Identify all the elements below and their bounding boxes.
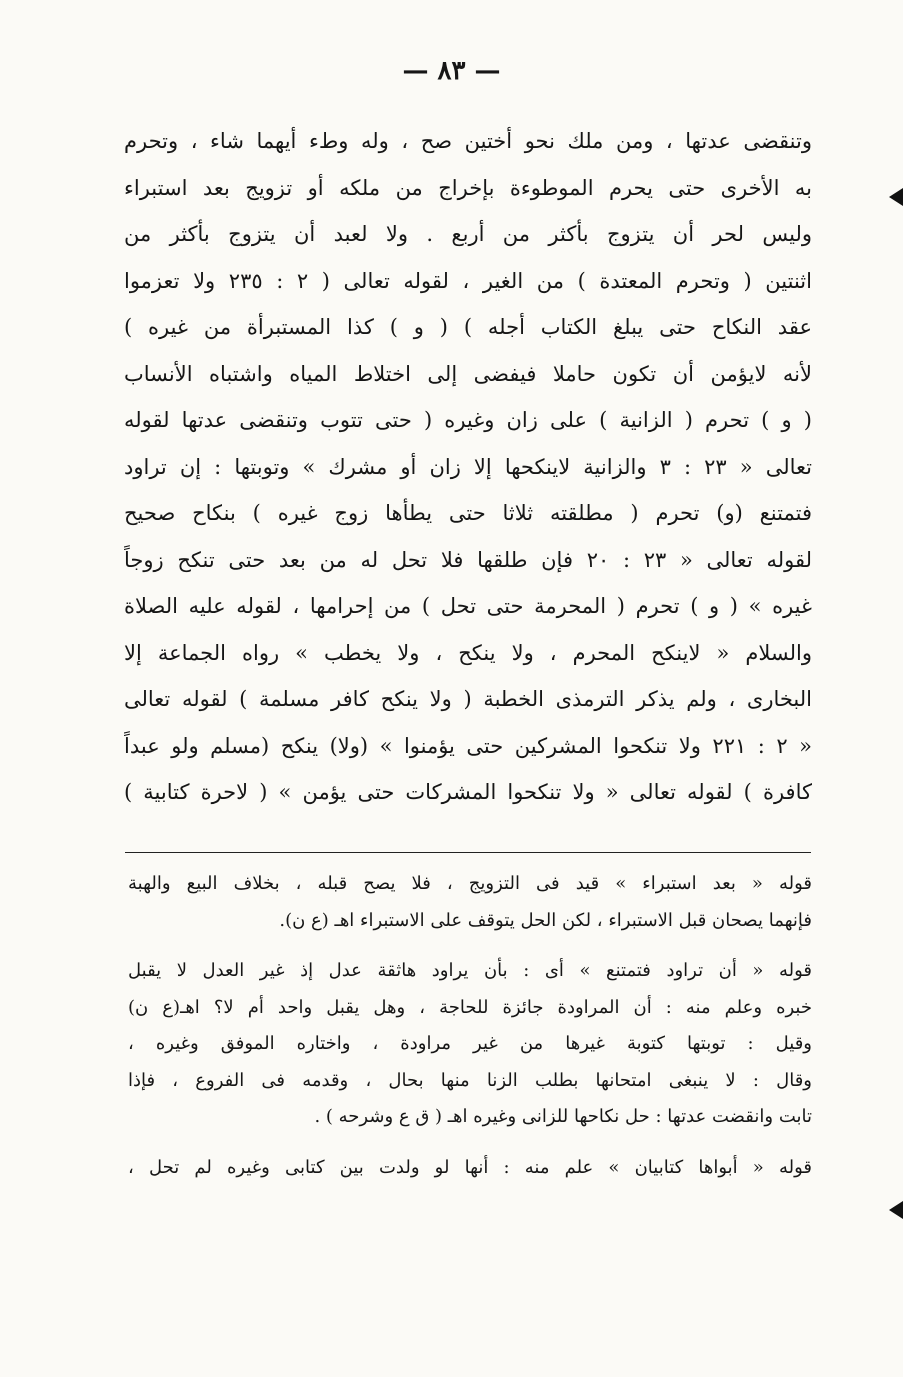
main-text-line: به الأخرى حتى يحرم الموطوءة بإخراج من ملكه أو تزويج بعد استبراء	[124, 175, 812, 200]
main-text-line: لقوله تعالى « ٢٣ : ٢٠ فإن طلقها فلا تحل له من بعد حتى تنكح زوجاً	[124, 547, 812, 572]
footnote-line: قوله « أبواها كتابيان » علم منه : أنها لو ولدت بين كتابى وغيره لم تحل ،	[128, 1156, 812, 1178]
footnote-line: فإنهما يصحان قبل الاستبراء ، لكن الحل يتوقف على الاستبراء اهـ (ع ن).	[279, 909, 812, 931]
footnote	[128, 953, 812, 1136]
main-text-line: كافرة ) لقوله تعالى « ولا تنكحوا المشركات حتى يؤمن » ( لاحرة كتابية )	[124, 780, 812, 804]
main-text-line: وتنقضى عدتها ، ومن ملك نحو أختين صح ، وله وطء أيهما شاء ، وتحرم	[124, 129, 812, 153]
footnotes	[128, 866, 812, 1200]
footnote-line: خبره وعلم منه : أن المراودة جائزة للحاجة ، وهل يقبل واحد أم لا؟ اهـ(ع ن)	[128, 996, 812, 1018]
main-text-line: فتمتنع (و) تحرم ( مطلقته ثلاثا حتى يطأها زوج غيره ) بنكاح صحيح	[124, 501, 812, 525]
footnote-line: تابت وانقضت عدتها : حل نكاحها للزانى وغيره اهـ ( ق ع وشرحه ) .	[314, 1106, 812, 1127]
footnote-line: قوله « أن تراود فتمتنع » أى : بأن يراود هاثقة عدل إذ غير العدل لا يقبل	[128, 960, 812, 981]
footnote-divider	[125, 852, 811, 853]
main-text-line: وليس لحر أن يتزوج بأكثر من أربع . ولا لعبد أن يتزوج بأكثر من	[124, 222, 812, 246]
footnote	[128, 1150, 812, 1187]
main-text-line: عقد النكاح حتى يبلغ الكتاب أجله ) ( و ) كذا المستبرأة من غيره )	[124, 315, 812, 339]
footnote	[128, 866, 812, 939]
main-text-line: اثنتين ( وتحرم المعتدة ) من الغير ، لقوله تعالى ( ٢ : ٢٣٥ ولا تعزموا	[124, 268, 812, 293]
page-number: — ٨٣ —	[402, 56, 501, 86]
main-text-line: « ٢ : ٢٢١ ولا تنكحوا المشركين حتى يؤمنوا » (ولا) ينكح (مسلم ولو عبداً	[124, 733, 812, 758]
main-text-line: والسلام « لاينكح المحرم ، ولا ينكح ، ولا يخطب » رواه الجماعة إلا	[124, 640, 812, 665]
footnote-line: وقيل : توبتها كتوبة غيرها من غير مراودة ، واختاره الموفق وغيره ،	[128, 1033, 812, 1054]
main-text-line: لأنه لايؤمن أن تكون حاملا فيفضى إلى اختلاط المياه واشتباه الأنساب	[124, 361, 812, 386]
footnote-line: قوله « بعد استبراء » قيد فى التزويج ، فلا يصح قبله ، بخلاف البيع والهبة	[128, 873, 812, 894]
margin-marker-icon	[889, 1201, 903, 1219]
main-text-line: ( و ) تحرم ( الزانية ) على زان وغيره ( حتى تتوب وتنقضى عدتها لقوله	[124, 408, 812, 432]
margin-marker-icon	[889, 188, 903, 206]
main-text-line: البخارى ، ولم يذكر الترمذى الخطبة ( ولا ينكح كافر مسلمة ) لقوله تعالى	[124, 687, 812, 711]
main-text-line: تعالى « ٢٣ : ٣ والزانية لاينكحها إلا زان أو مشرك » وتوبتها : إن تراود	[124, 454, 812, 479]
main-text-line: غيره » ( و ) تحرم ( المحرمة حتى تحل ) من إحرامها ، لقوله عليه الصلاة	[124, 594, 812, 618]
main-text-body	[124, 118, 812, 816]
footnote-line: وقال : لا ينبغى امتحانها بطلب الزنا منها بحال ، وقدمه فى الفروع ، فإذا	[128, 1069, 812, 1091]
